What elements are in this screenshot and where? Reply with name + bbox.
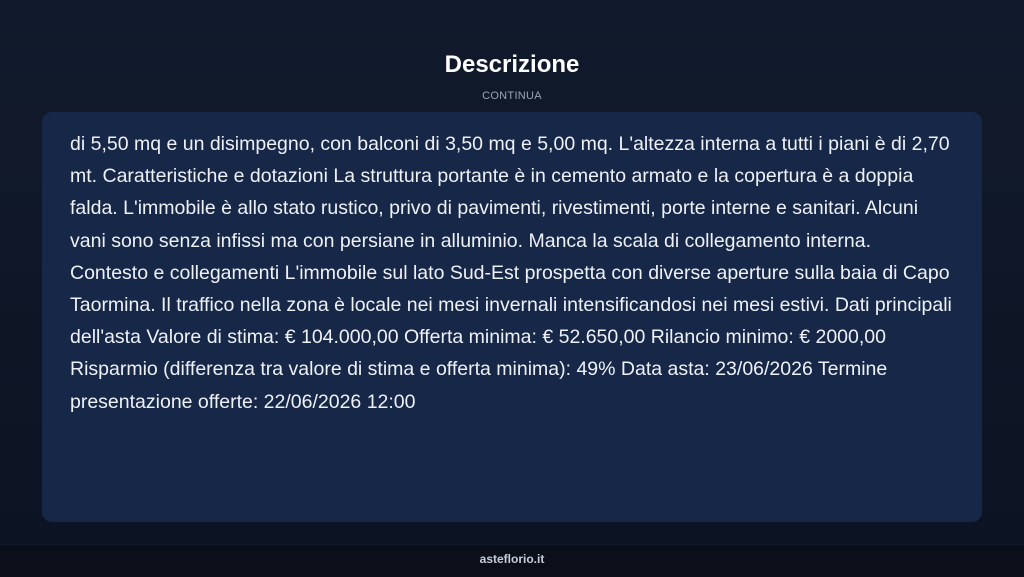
- page-title: Descrizione: [444, 51, 580, 78]
- continued-label: CONTINUA: [482, 90, 542, 102]
- description-text: di 5,50 mq e un disimpegno, con balconi di 3,50 mq e 5,00 mq. L'altezza interna a tutti i piani è di 2,70 mt. Caratteristiche e dotazioni La struttura portante è in cemento armato e la copertura è a doppia falda. L'immobile è allo stato rustico, privo di pavimenti, rivestimenti, porte interne e sanitari. Alcuni vani sono senza infissi ma con persiane in alluminio. Manca la scala di collegamento interna. Contesto e collegamenti L'immobile sul lato Sud-Est prospetta con diverse aperture sulla baia di Capo Taormina. Il traffico nella zona è locale nei mesi invernali intensificandosi nei mesi estivi. Dati principali dell'asta Valore di stima: € 104.000,00 Offerta minima: € 52.650,00 Rilancio minimo: € 2000,00 Risparmio (differenza tra valore di stima e offerta minima): 49% Data asta: 23/06/2026 Termine presentazione offerte: 22/06/2026 12:00: [70, 133, 952, 413]
- description-card: [42, 112, 982, 522]
- footer-site-name: asteflorio.it: [479, 552, 545, 566]
- footer-bar: [0, 544, 1024, 577]
